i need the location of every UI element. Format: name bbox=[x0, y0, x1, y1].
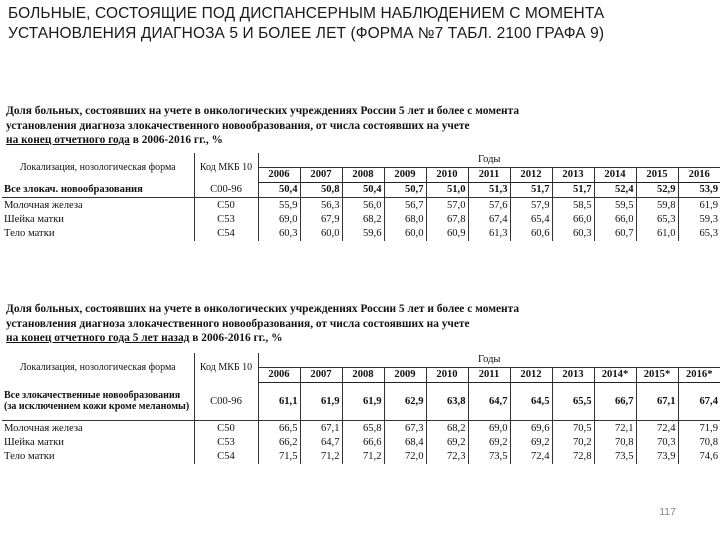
row-value: 68,0 bbox=[384, 212, 426, 226]
row-value: 66,7 bbox=[594, 382, 636, 421]
table-1-year-header: 2010 bbox=[426, 167, 468, 182]
row-value: 65,4 bbox=[510, 212, 552, 226]
row-value: 52,9 bbox=[636, 182, 678, 197]
table-2-caption-underlined: на конец отчетного года 5 лет назад bbox=[6, 332, 190, 344]
table-row bbox=[2, 421, 720, 436]
row-value: 61,9 bbox=[678, 198, 720, 213]
row-value: 73,5 bbox=[468, 450, 510, 464]
row-value: 53,9 bbox=[678, 182, 720, 197]
row-code: С00-96 bbox=[194, 382, 258, 421]
row-localization: Шейка матки bbox=[4, 213, 64, 225]
row-value: 71,9 bbox=[678, 421, 720, 436]
row-value: 69,0 bbox=[258, 212, 300, 226]
slide-title-line-2: УСТАНОВЛЕНИЯ ДИАГНОЗА 5 И БОЛЕЕ ЛЕТ (ФОРМА №7 ТАБЛ. 2100 ГРАФА 9) bbox=[8, 25, 605, 42]
table-2-year-header: 2015* bbox=[636, 367, 678, 382]
row-value: 65,3 bbox=[636, 212, 678, 226]
row-code: С50 bbox=[194, 421, 258, 436]
row-value: 58,5 bbox=[552, 198, 594, 213]
row-value: 68,4 bbox=[384, 436, 426, 450]
row-value: 61,9 bbox=[300, 382, 342, 421]
row-value: 74,6 bbox=[678, 450, 720, 464]
row-value: 69,2 bbox=[510, 436, 552, 450]
row-value: 73,9 bbox=[636, 450, 678, 464]
row-value: 50,4 bbox=[258, 182, 300, 197]
row-value: 56,3 bbox=[300, 198, 342, 213]
row-value: 57,0 bbox=[426, 198, 468, 213]
row-value: 67,4 bbox=[678, 382, 720, 421]
table-1-year-header: 2012 bbox=[510, 167, 552, 182]
row-value: 69,6 bbox=[510, 421, 552, 436]
row-localization: Шейка матки bbox=[4, 436, 64, 448]
row-value: 61,9 bbox=[342, 382, 384, 421]
row-value: 59,3 bbox=[678, 212, 720, 226]
row-value: 72,0 bbox=[384, 450, 426, 464]
row-value: 64,7 bbox=[468, 382, 510, 421]
table-1-header-code: Код МКБ 10 bbox=[194, 153, 258, 183]
row-value: 67,4 bbox=[468, 212, 510, 226]
table-1-year-header: 2006 bbox=[258, 167, 300, 182]
table-2-header-code: Код МКБ 10 bbox=[194, 353, 258, 383]
table-2 bbox=[2, 353, 720, 464]
row-value: 66,6 bbox=[342, 436, 384, 450]
row-value: 67,3 bbox=[384, 421, 426, 436]
row-value: 55,9 bbox=[258, 198, 300, 213]
scanned-table-2 bbox=[0, 302, 720, 464]
row-value: 66,0 bbox=[552, 212, 594, 226]
table-2-year-header: 2006 bbox=[258, 367, 300, 382]
table-2-year-header: 2014* bbox=[594, 367, 636, 382]
row-value: 61,0 bbox=[636, 226, 678, 240]
table-1-year-header: 2013 bbox=[552, 167, 594, 182]
slide-title-line-1: БОЛЬНЫЕ, СОСТОЯЩИЕ ПОД ДИСПАНСЕРНЫМ НАБЛЮДЕНИЕМ С МОМЕНТА bbox=[8, 5, 605, 22]
table-row bbox=[2, 182, 720, 197]
row-value: 51,7 bbox=[510, 182, 552, 197]
row-value: 60,7 bbox=[594, 226, 636, 240]
row-value: 72,1 bbox=[594, 421, 636, 436]
row-value: 51,0 bbox=[426, 182, 468, 197]
row-value: 67,1 bbox=[636, 382, 678, 421]
row-value: 50,4 bbox=[342, 182, 384, 197]
row-localization: Молочная железа bbox=[4, 422, 83, 434]
row-value: 60,9 bbox=[426, 226, 468, 240]
row-value: 70,8 bbox=[594, 436, 636, 450]
row-code: С00-96 bbox=[194, 182, 258, 197]
table-1 bbox=[2, 153, 720, 241]
row-value: 60,3 bbox=[552, 226, 594, 240]
row-value: 60,0 bbox=[300, 226, 342, 240]
row-value: 50,7 bbox=[384, 182, 426, 197]
table-row bbox=[2, 450, 720, 464]
table-1-year-header: 2011 bbox=[468, 167, 510, 182]
row-code: С54 bbox=[194, 226, 258, 240]
row-value: 66,2 bbox=[258, 436, 300, 450]
table-1-year-header: 2008 bbox=[342, 167, 384, 182]
row-value: 67,1 bbox=[300, 421, 342, 436]
row-value: 62,9 bbox=[384, 382, 426, 421]
row-localization: Все злокач. новообразования bbox=[2, 182, 194, 197]
row-value: 60,3 bbox=[258, 226, 300, 240]
row-localization: Молочная железа bbox=[4, 199, 83, 211]
row-code: С50 bbox=[194, 198, 258, 213]
row-value: 56,7 bbox=[384, 198, 426, 213]
table-2-year-header: 2009 bbox=[384, 367, 426, 382]
row-value: 69,2 bbox=[426, 436, 468, 450]
table-1-year-header: 2015 bbox=[636, 167, 678, 182]
row-value: 59,6 bbox=[342, 226, 384, 240]
row-value: 71,2 bbox=[300, 450, 342, 464]
slide-title bbox=[8, 4, 708, 44]
table-1-year-header: 2007 bbox=[300, 167, 342, 182]
row-value: 52,4 bbox=[594, 182, 636, 197]
row-value: 57,9 bbox=[510, 198, 552, 213]
row-value: 65,3 bbox=[678, 226, 720, 240]
table-1-caption-underlined: на конец отчетного года bbox=[6, 134, 130, 146]
row-value: 69,0 bbox=[468, 421, 510, 436]
row-value: 71,5 bbox=[258, 450, 300, 464]
row-localization: Тело матки bbox=[4, 228, 55, 240]
table-2-year-header: 2016* bbox=[678, 367, 720, 382]
row-value: 72,4 bbox=[636, 421, 678, 436]
row-value: 50,8 bbox=[300, 182, 342, 197]
row-value: 66,0 bbox=[594, 212, 636, 226]
row-value: 68,2 bbox=[342, 212, 384, 226]
row-value: 60,0 bbox=[384, 226, 426, 240]
row-value: 69,2 bbox=[468, 436, 510, 450]
row-value: 65,8 bbox=[342, 421, 384, 436]
table-2-year-header: 2013 bbox=[552, 367, 594, 382]
table-row bbox=[2, 226, 720, 240]
row-localization: Тело матки bbox=[4, 451, 55, 463]
table-2-caption: Доля больных, состоявших на учете в онкологических учреждениях России 5 лет и более с момента установления диагноза злокачественного новообразования, от числа состоявших на учете на конец отчетного года 5 лет назад в 2006-2016 гг., % bbox=[6, 303, 520, 344]
table-1-caption: Доля больных, состоявших на учете в онкологических учреждениях России 5 лет и более с момента установления диагноза злокачественного новообразования, от числа состоявших на учете на конец отчетного года в 2006-2016 гг., % bbox=[6, 105, 520, 146]
row-value: 56,0 bbox=[342, 198, 384, 213]
row-value: 59,8 bbox=[636, 198, 678, 213]
row-value: 59,5 bbox=[594, 198, 636, 213]
row-value: 67,9 bbox=[300, 212, 342, 226]
row-value: 70,8 bbox=[678, 436, 720, 450]
table-2-year-header: 2008 bbox=[342, 367, 384, 382]
scanned-table-1 bbox=[0, 104, 720, 241]
row-value: 71,2 bbox=[342, 450, 384, 464]
table-2-header-localization: Локализация, нозологическая форма bbox=[2, 353, 194, 383]
row-value: 68,2 bbox=[426, 421, 468, 436]
table-row bbox=[2, 382, 720, 421]
row-value: 60,6 bbox=[510, 226, 552, 240]
row-code: С54 bbox=[194, 450, 258, 464]
row-value: 51,7 bbox=[552, 182, 594, 197]
table-row bbox=[2, 212, 720, 226]
row-value: 66,5 bbox=[258, 421, 300, 436]
row-value: 51,3 bbox=[468, 182, 510, 197]
row-value: 61,3 bbox=[468, 226, 510, 240]
row-value: 61,1 bbox=[258, 382, 300, 421]
row-value: 72,3 bbox=[426, 450, 468, 464]
row-value: 57,6 bbox=[468, 198, 510, 213]
row-value: 63,8 bbox=[426, 382, 468, 421]
row-value: 64,5 bbox=[510, 382, 552, 421]
row-value: 70,3 bbox=[636, 436, 678, 450]
row-value: 73,5 bbox=[594, 450, 636, 464]
row-localization: Все злокачественные новообразования (за исключением кожи кроме меланомы) bbox=[2, 382, 194, 421]
row-value: 72,4 bbox=[510, 450, 552, 464]
row-code: С53 bbox=[194, 436, 258, 450]
row-value: 72,8 bbox=[552, 450, 594, 464]
table-row bbox=[2, 198, 720, 213]
row-value: 64,7 bbox=[300, 436, 342, 450]
row-value: 70,5 bbox=[552, 421, 594, 436]
page-number: 117 bbox=[659, 506, 676, 518]
table-2-year-header: 2011 bbox=[468, 367, 510, 382]
table-1-year-header: 2014 bbox=[594, 167, 636, 182]
table-2-year-header: 2007 bbox=[300, 367, 342, 382]
table-row bbox=[2, 436, 720, 450]
table-1-year-header: 2009 bbox=[384, 167, 426, 182]
table-1-header-localization: Локализация, нозологическая форма bbox=[2, 153, 194, 183]
table-2-year-header: 2012 bbox=[510, 367, 552, 382]
row-value: 65,5 bbox=[552, 382, 594, 421]
table-2-year-header: 2010 bbox=[426, 367, 468, 382]
table-1-header-years: Годы bbox=[258, 153, 720, 168]
row-code: С53 bbox=[194, 212, 258, 226]
table-1-year-header: 2016 bbox=[678, 167, 720, 182]
table-2-header-years: Годы bbox=[258, 353, 720, 368]
row-value: 67,8 bbox=[426, 212, 468, 226]
row-value: 70,2 bbox=[552, 436, 594, 450]
